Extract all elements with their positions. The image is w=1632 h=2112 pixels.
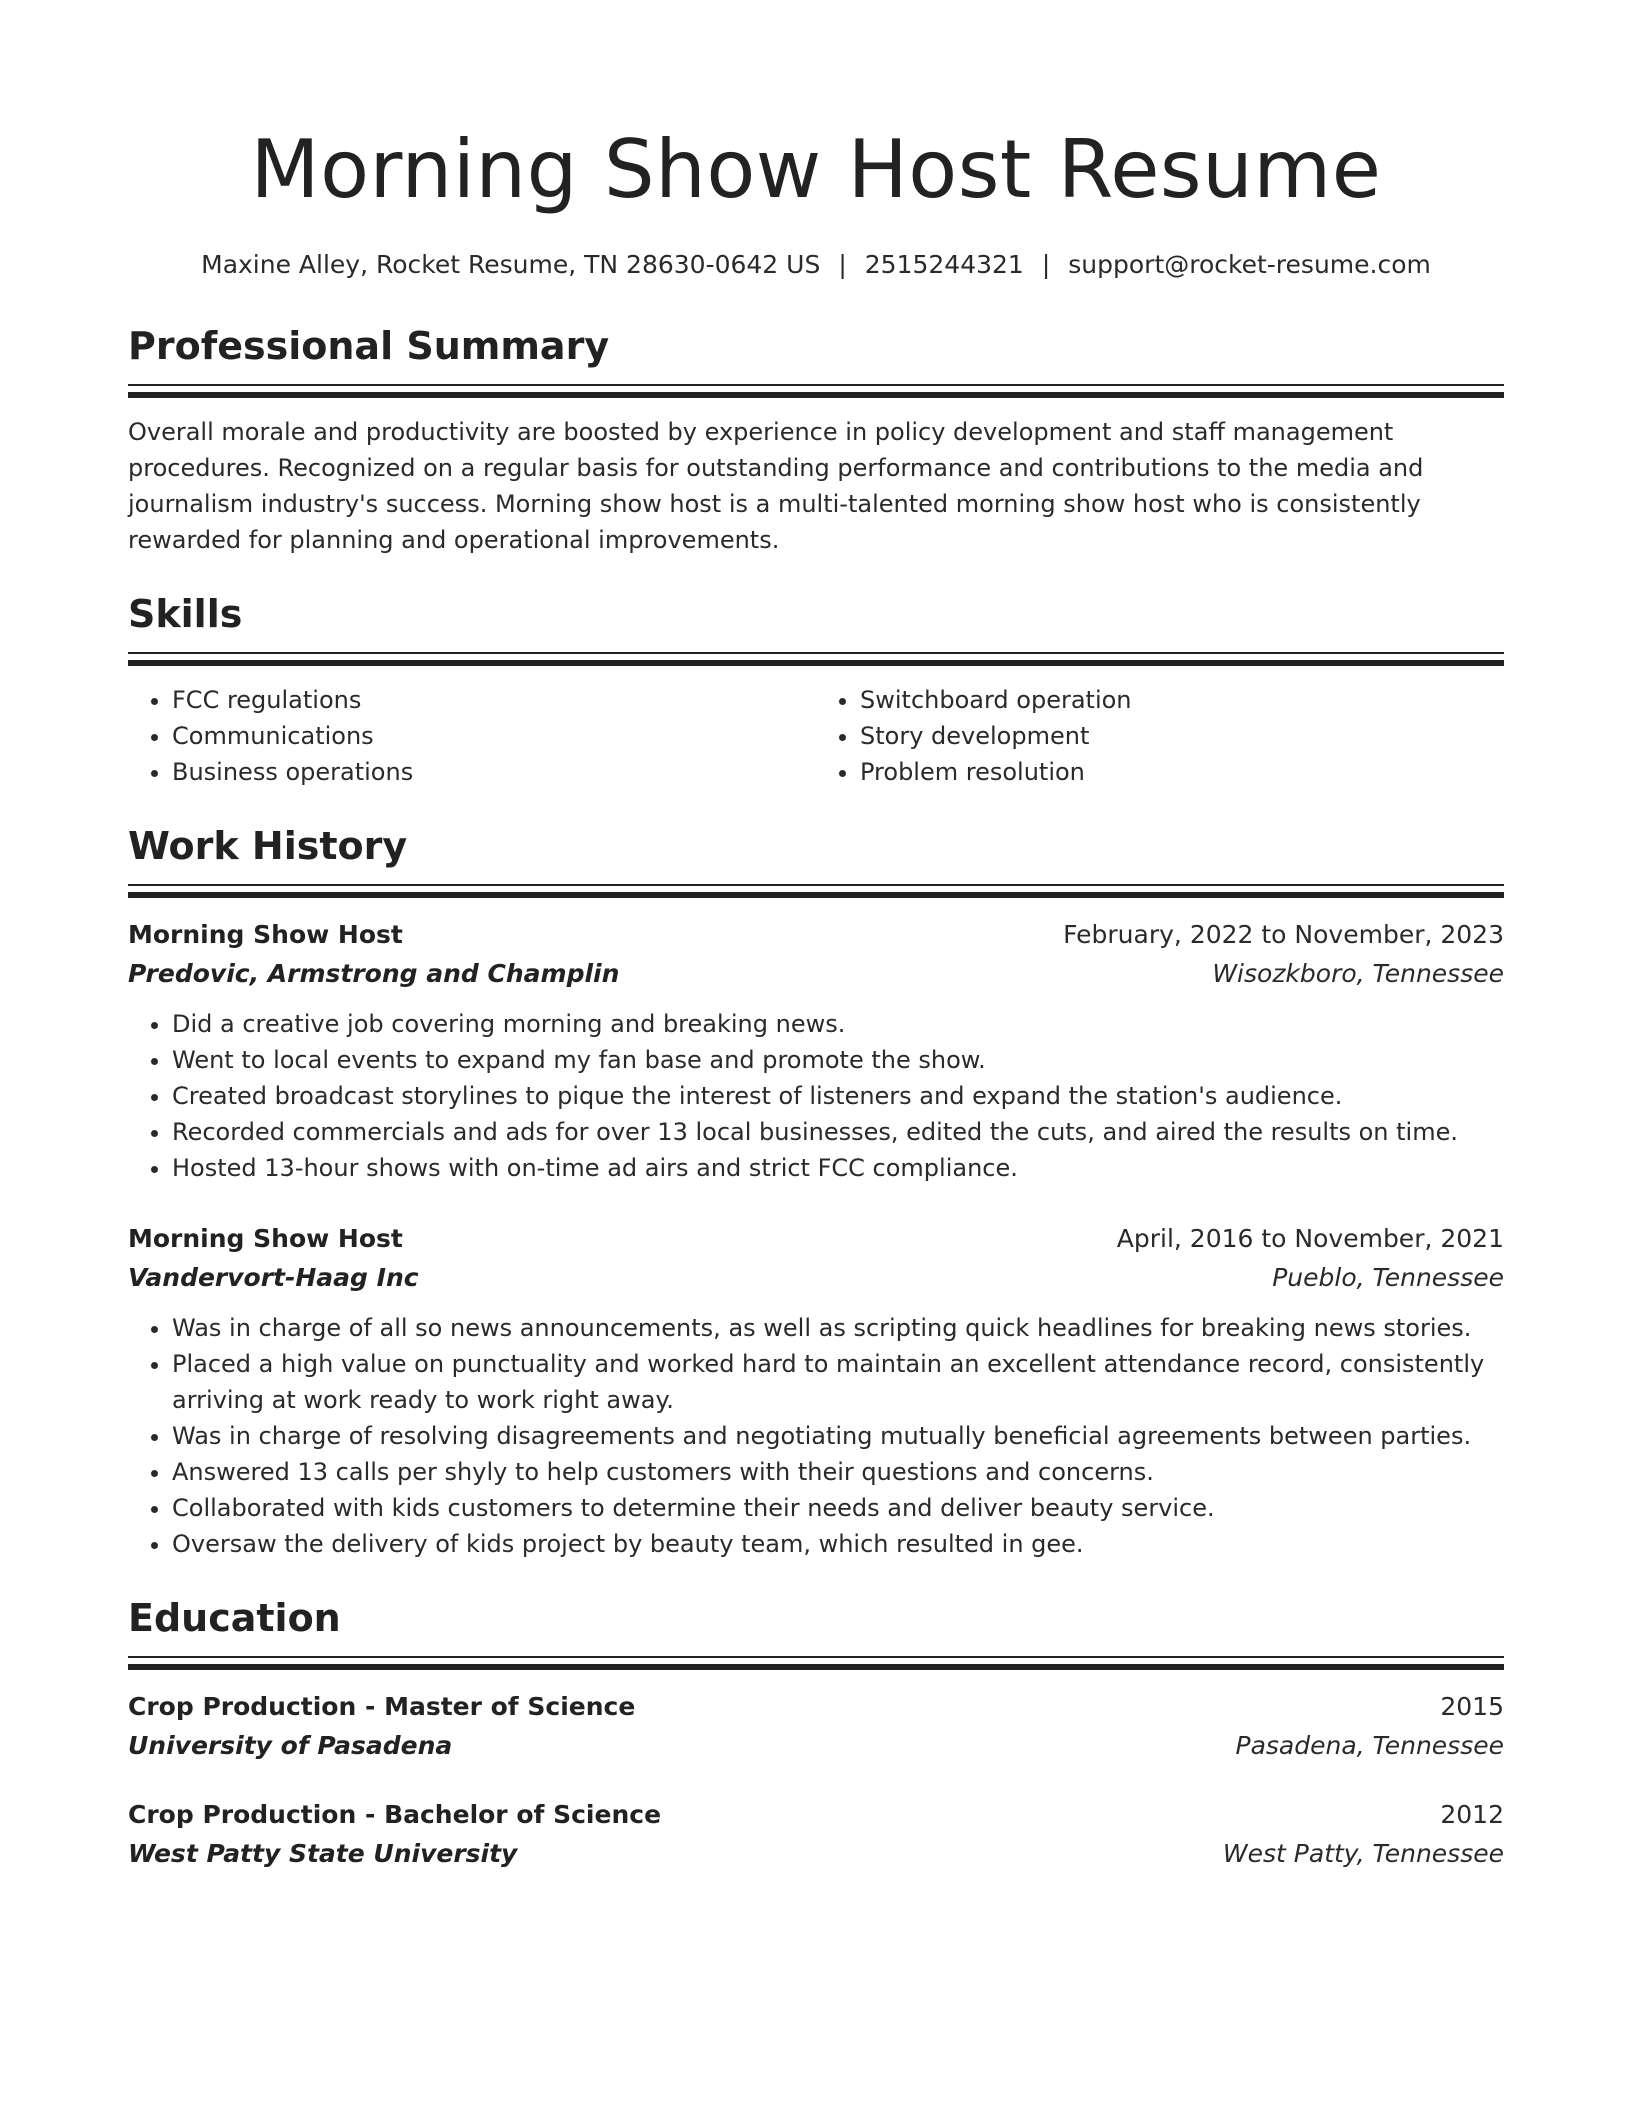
summary-section bbox=[128, 322, 1504, 558]
education-location: West Patty, Tennessee bbox=[1222, 1839, 1504, 1868]
contact-separator: | bbox=[1041, 250, 1051, 279]
section-heading-work: Work History bbox=[128, 824, 408, 868]
section-heading-education: Education bbox=[128, 1596, 341, 1640]
section-heading-summary: Professional Summary bbox=[128, 324, 610, 368]
job-bullet: • Oversaw the delivery of kids project by beauty team, which resulted in gee. bbox=[172, 1526, 1504, 1562]
education-section bbox=[128, 1594, 1504, 1874]
skill-item: • Communications bbox=[172, 718, 816, 754]
job-bullet: • Hosted 13-hour shows with on-time ad airs and strict FCC compliance. bbox=[172, 1150, 1504, 1186]
skills-list bbox=[128, 682, 1504, 790]
job-title: Morning Show Host bbox=[128, 920, 403, 949]
education-school: West Patty State University bbox=[128, 1839, 518, 1868]
job-bullet: • Did a creative job covering morning and breaking news. bbox=[172, 1006, 1504, 1042]
skill-item: • Problem resolution bbox=[860, 754, 1504, 790]
job-company: Predovic, Armstrong and Champlin bbox=[128, 959, 620, 988]
education-degree: Crop Production - Master of Science bbox=[128, 1692, 636, 1721]
skills-section bbox=[128, 590, 1504, 790]
education-location: Pasadena, Tennessee bbox=[1235, 1731, 1504, 1760]
education-school: University of Pasadena bbox=[128, 1731, 453, 1760]
contact-separator: | bbox=[838, 250, 847, 279]
job-bullets bbox=[128, 1006, 1504, 1186]
section-divider bbox=[128, 884, 1504, 898]
job-bullet: • Answered 13 calls per shyly to help customers with their questions and concerns. bbox=[172, 1454, 1504, 1490]
skill-item: • FCC regulations bbox=[172, 682, 816, 718]
job-title: Morning Show Host bbox=[128, 1224, 403, 1253]
education-entry bbox=[128, 1796, 1504, 1874]
contact-address: Maxine Alley, Rocket Resume, TN 28630-0642 US bbox=[201, 250, 821, 279]
contact-email: support@rocket-resume.com bbox=[1068, 250, 1431, 279]
skills-column-right bbox=[816, 682, 1504, 790]
job-location: Wisozkboro, Tennessee bbox=[1212, 959, 1504, 988]
summary-text: Overall morale and productivity are boosted by experience in policy development and staff management procedures. Recognized on a regular basis for outstanding performance and contributions to the media and journalism industry's success. Morning show host is a multi-talented morning show host who is consistently rewarded for planning and operational improvements. bbox=[128, 418, 1424, 554]
job-entry bbox=[128, 1220, 1504, 1562]
job-bullet: • Collaborated with kids customers to determine their needs and deliver beauty service. bbox=[172, 1490, 1504, 1526]
education-year: 2012 bbox=[1440, 1800, 1504, 1829]
job-location: Pueblo, Tennessee bbox=[1272, 1263, 1504, 1292]
job-bullet: • Recorded commercials and ads for over 13 local businesses, edited the cuts, and aired the results on time. bbox=[172, 1114, 1504, 1150]
education-entry bbox=[128, 1688, 1504, 1766]
skill-item: • Story development bbox=[860, 718, 1504, 754]
job-dates: April, 2016 to November, 2021 bbox=[1116, 1224, 1504, 1253]
work-history-section bbox=[128, 822, 1504, 1562]
section-heading-skills: Skills bbox=[128, 592, 243, 636]
job-bullet: • Created broadcast storylines to pique the interest of listeners and expand the station's audience. bbox=[172, 1078, 1504, 1114]
resume-title: Morning Show Host Resume bbox=[250, 123, 1382, 216]
education-year: 2015 bbox=[1440, 1692, 1504, 1721]
skill-item: • Switchboard operation bbox=[860, 682, 1504, 718]
job-bullet: • Was in charge of resolving disagreements and negotiating mutually beneficial agreements between parties. bbox=[172, 1418, 1504, 1454]
skill-item: • Business operations bbox=[172, 754, 816, 790]
contact-phone: 2515244321 bbox=[864, 250, 1024, 279]
contact-line bbox=[128, 248, 1504, 282]
education-degree: Crop Production - Bachelor of Science bbox=[128, 1800, 662, 1829]
section-divider bbox=[128, 384, 1504, 398]
section-divider bbox=[128, 1656, 1504, 1670]
job-bullet: • Placed a high value on punctuality and worked hard to maintain an excellent attendance record, consistently arriving at work ready to work right away. bbox=[172, 1346, 1504, 1418]
section-divider bbox=[128, 652, 1504, 666]
job-bullet: • Went to local events to expand my fan base and promote the show. bbox=[172, 1042, 1504, 1078]
job-bullet: • Was in charge of all so news announcements, as well as scripting quick headlines for breaking news stories. bbox=[172, 1310, 1504, 1346]
job-dates: February, 2022 to November, 2023 bbox=[1063, 920, 1504, 949]
job-company: Vandervort-Haag Inc bbox=[128, 1263, 419, 1292]
job-bullets bbox=[128, 1310, 1504, 1562]
job-entry bbox=[128, 916, 1504, 1186]
skills-column-left bbox=[128, 682, 816, 790]
